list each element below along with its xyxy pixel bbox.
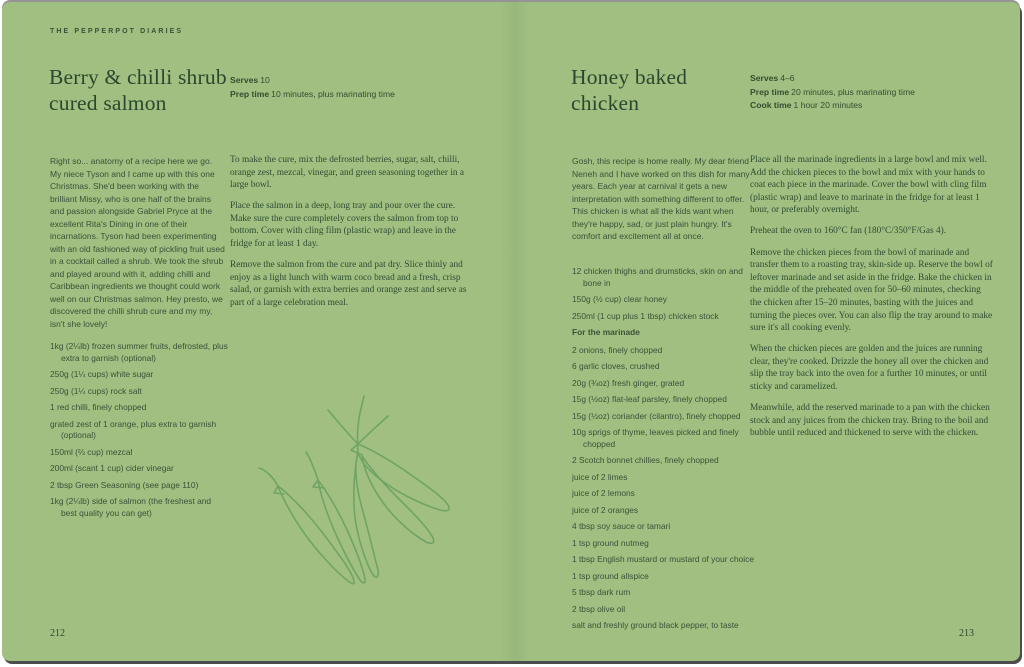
ingredient-item: 1kg (2¼lb) frozen summer fruits, defrosted, plus extra to garnish (optional): [50, 341, 228, 363]
ingredient-item: 2 tbsp Green Seasoning (see page 110): [50, 479, 199, 490]
method-paragraph: To make the cure, mix the defrosted berries, sugar, salt, chilli, orange zest, mezcal, vinegar, and green seasoning together in a large bowl.: [230, 155, 465, 191]
ingredient-item: 1 tsp ground allspice: [572, 570, 649, 581]
recipe-title-chicken: Honey baked chicken: [571, 65, 688, 116]
ingredient-item: 250g (1¼ cups) rock salt: [50, 385, 142, 396]
ingredient-item: 12 chicken thighs and drumsticks, skin on and bone in: [572, 266, 743, 288]
page-number-right: 213: [959, 628, 974, 639]
info-value: 20 minutes, plus marinating time: [791, 86, 915, 97]
method-salmon: [230, 154, 470, 318]
method-chicken: [750, 154, 994, 448]
info-row: [230, 74, 490, 88]
ingredient-list-chicken: [572, 266, 754, 637]
info-row: [750, 86, 1010, 100]
ingredient-item: juice of 2 oranges: [572, 504, 639, 515]
method-paragraph: Place all the marinade ingredients in a large bowl and mix well. Add the chicken pieces to the bowl and mix with your hands to coat each piece in the marinade. Cover the bowl with cling film (plastic wrap) and leave to marinate in the fridge for at least 1 hour, or preferably overnight.: [750, 155, 987, 216]
book-spread: [2, 2, 1020, 661]
ingredient-item: 2 onions, finely chopped: [572, 344, 663, 355]
info-row: [750, 72, 1010, 86]
method-paragraph: Preheat the oven to 160°C fan (180°C/350°F/Gas 4).: [750, 226, 947, 237]
ingredient-item: 200ml (scant 1 cup) cider vinegar: [50, 463, 174, 473]
ingredient-item: 6 garlic cloves, crushed: [572, 361, 660, 371]
ingredient-item: juice of 2 limes: [572, 471, 628, 482]
ingredient-item: 1 tbsp English mustard or mustard of your choice: [572, 554, 755, 564]
info-value: 10: [260, 75, 270, 85]
running-header: THE PEPPERPOT DIARIES: [50, 28, 184, 35]
info-row: [750, 99, 1010, 113]
info-value: 1 hour 20 minutes: [793, 100, 863, 111]
ingredient-item: salt and freshly ground black pepper, to taste: [572, 620, 739, 630]
info-label: Cook time: [750, 100, 792, 111]
info-row: [230, 88, 490, 102]
ingredient-item: 4 tbsp soy sauce or tamari: [572, 521, 671, 531]
ingredient-item: 250g (1¼ cups) white sugar: [50, 369, 154, 379]
recipe-intro-chicken: Gosh, this recipe is home really. My dear friend Neneh and I have worked on this dish for many years. Each year at carnival it gets a new interpretation with something different to offer. This chicken is what all the kids want when they're happy, sad, or just plain hungry. It's comfort and excitement all at once.: [572, 156, 750, 241]
ingredient-item: 20g (¾oz) fresh ginger, grated: [572, 377, 685, 388]
ingredient-item: 150g (½ cup) clear honey: [572, 294, 667, 304]
method-paragraph: Remove the chicken pieces from the bowl of marinade and transfer them to a roasting tray, skin-side up. Reserve the bowl of leftover marinade and set aside in the fridge. Bake the chicken in the middle of the preheated oven for 50–60 minutes, checking the chicken after 15–20 minutes, basting with the juices and turning the pieces over. You can also flip the tray around to make sure it's all cooking evenly.: [750, 247, 993, 334]
page-gutter: [500, 2, 530, 661]
ingredient-item: 250ml (1 cup plus 1 tbsp) chicken stock: [572, 310, 719, 321]
info-label: Serves: [230, 75, 259, 85]
method-paragraph: Remove the salmon from the cure and pat dry. Slice thinly and enjoy as a light lunch with warm coco bread and a fresh, crisp salad, or garnish with extra berries and orange zest and serve as part of a large celebration meal.: [230, 260, 467, 308]
ingredient-item: 2 tbsp olive oil: [572, 603, 626, 614]
ingredient-list-main: [572, 266, 754, 322]
ingredient-item: juice of 2 lemons: [572, 488, 635, 498]
ingredient-item: 15g (½oz) flat-leaf parsley, finely chopped: [572, 394, 727, 404]
method-paragraph: When the chicken pieces are golden and the juices are running clear, they're cooked. Drizzle the honey all over the chicken and slip the tray back into the oven for a further 10 minutes, or until sticky and caramelized.: [750, 344, 989, 392]
ingredient-item: 150ml (⅔ cup) mezcal: [50, 446, 133, 457]
chilli-illustration: [236, 388, 482, 606]
recipe-intro-salmon: Right so... anatomy of a recipe here we go. My niece Tyson and I came up with this one Christmas. She'd been working with the brilliant Missy, who is one half of the brains and passion alongside Gabriel Pryce at the excellent Rita's Dining in one of their incarnations. Tyson had been experimenting with an old fashioned way of pickling fruit used in a cocktail called a shrub. We took the shrub and played around with it, adding chilli and Caribbean ingredients we thought could work well on our Christmas salmon. Hey presto, we discovered the chilli shrub cure and my my, isn't she lovely!: [50, 156, 225, 329]
info-value: 4–6: [780, 73, 795, 83]
method-paragraph: Meanwhile, add the reserved marinade to a pan with the chicken stock and any juices from the chicken tray. Bring to the boil and bubble until reduced and thickened to serve with the chicken.: [750, 403, 990, 439]
marinade-heading: For the marinade: [572, 327, 640, 337]
recipe-info-salmon: [230, 74, 490, 101]
ingredient-list-marinade: [572, 345, 754, 632]
info-value: 10 minutes, plus marinating time: [271, 88, 395, 99]
ingredient-item: 1kg (2¼lb) side of salmon (the freshest and best quality you can get): [50, 496, 212, 518]
ingredient-item: 2 Scotch bonnet chillies, finely chopped: [572, 455, 719, 465]
page-number-left: 212: [50, 628, 65, 639]
info-label: Prep time: [230, 88, 270, 99]
ingredient-item: grated zest of 1 orange, plus extra to garnish (optional): [50, 418, 217, 440]
ingredient-item: 15g (½oz) coriander (cilantro), finely chopped: [572, 410, 741, 421]
info-label: Prep time: [750, 86, 790, 97]
ingredient-list-salmon: [50, 341, 228, 524]
method-paragraph: Place the salmon in a deep, long tray and pour over the cure. Make sure the cure completely covers the salmon from top to bottom. Cover with cling film (plastic wrap) and leave in the fridge for at least 1 day.: [230, 201, 459, 250]
ingredient-item: 10g sprigs of thyme, leaves picked and finely chopped: [572, 427, 739, 449]
info-label: Serves: [750, 73, 779, 83]
ingredient-item: 1 tsp ground nutmeg: [572, 537, 649, 548]
recipe-info-chicken: [750, 72, 1010, 113]
ingredient-item: 5 tbsp dark rum: [572, 587, 631, 597]
ingredient-item: 1 red chilli, finely chopped: [50, 402, 147, 412]
chilli-peppers-drawing: [236, 388, 482, 606]
recipe-title-salmon: Berry & chilli shrub cured salmon: [49, 65, 227, 116]
